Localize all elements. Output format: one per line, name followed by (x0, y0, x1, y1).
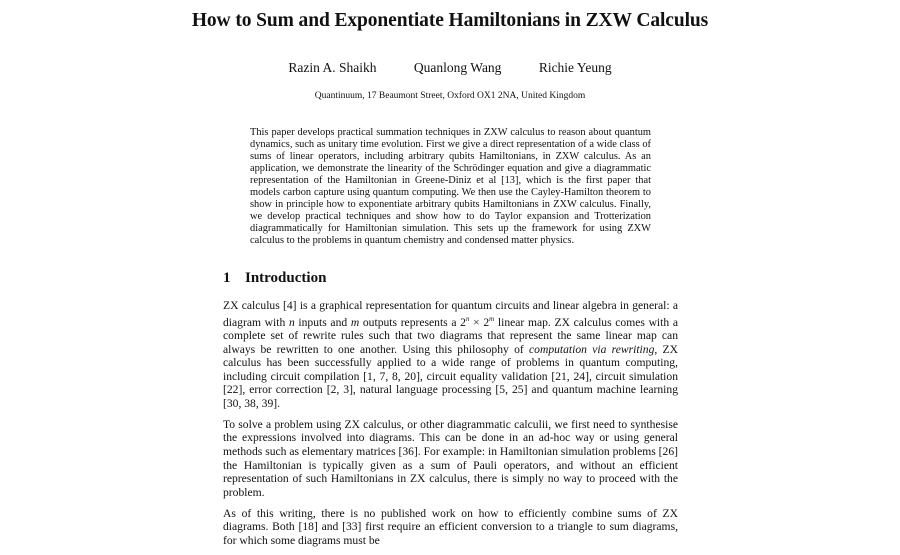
affiliation: Quantinuum, 17 Beaumont Street, Oxford OX1 2NA, United Kingdom (314, 91, 586, 101)
abstract: This paper develops practical summation techniques in ZXW calculus to reason about quantum dynamics, such as unitary time evolution. First we give a direct representation of a wide class of sums of linear operators, including arbitrary qubits Hamiltonians, in ZXW calculus. As an application, we demonstrate the linearity of the Schrödinger equation and give a diagrammatic representation of the Hamiltonian in Greene-Diniz et al [13], which is the first paper that models carbon capture using quantum computing. We then use the Cayley-Hamilton theorem to show in principle how to exponentiate arbitrary qubits Hamiltonians in ZXW calculus. Finally, we develop practical techniques and show how to do Taylor expansion and Trotterization diagrammatically for Hamiltonian simulation. This sets up the framework for using ZXW calculus to the problems in quantum chemistry and condensed matter physics. (250, 127, 651, 246)
author-name: Quanlong Wang (413, 60, 502, 75)
math-sup-m: m (489, 314, 495, 323)
paragraph: As of this writing, there is no published work on how to efficiently combine sums of ZX diagrams. Both [18] and [33] first require an efficient conversion to a triangle to sum diagrams, for which some diagrams must be (223, 506, 678, 547)
section-heading (223, 270, 326, 287)
author-name: Razin A. Shaikh (288, 60, 377, 75)
paragraph-text: linear map. ZX calculus comes with a complete set of rewrite rules such that two diagrams that represent the same linear map can always be rewritten to one another. Using this philosophy of (223, 315, 678, 356)
author-list (0, 60, 900, 76)
paragraph: To solve a problem using ZX calculus, or other diagrammatic calculii, we first need to synthesise the expressions involved into diagrams. This can be done in an ad-hoc way or using general methods such as elementary matrices [36]. For example: in Hamiltonian simulation problems [26] the Hamiltonian is typically given as a sum of Pauli operators, and without an efficient representation of such Hamiltonians in ZX calculus, there is simply no way to proceed with the problem. (223, 417, 678, 499)
math-m: m (350, 315, 360, 329)
paragraph-text: inputs and (294, 315, 351, 329)
paper-title: How to Sum and Exponentiate Hamiltonians in ZXW Calculus (191, 10, 709, 31)
paragraph (223, 299, 678, 411)
paragraph-text: ZX calculus [4] is a graphical representation for quantum circuits and linear algebra in general: a diagram with (223, 299, 678, 329)
section-title: Introduction (245, 270, 327, 286)
section-body (223, 299, 678, 555)
emphasis: computation via rewriting (529, 342, 655, 356)
math-sup-n: n (465, 314, 470, 323)
paragraph-text: outputs represents a 2 (359, 315, 466, 329)
paragraph-text: , ZX calculus has been successfully applied to a wide range of problems in quantum computing, including circuit compilation [1, 7, 8, 20], circuit equality validation [21, 24], circuit simulation [22], error correction [2, 3], natural language processing [5, 25] and quantum machine learning [30, 38, 39]. (223, 342, 678, 411)
section-number: 1 (223, 270, 231, 286)
author-name: Richie Yeung (538, 60, 612, 75)
paragraph-text: × 2 (469, 315, 490, 329)
math-n: n (288, 315, 295, 329)
